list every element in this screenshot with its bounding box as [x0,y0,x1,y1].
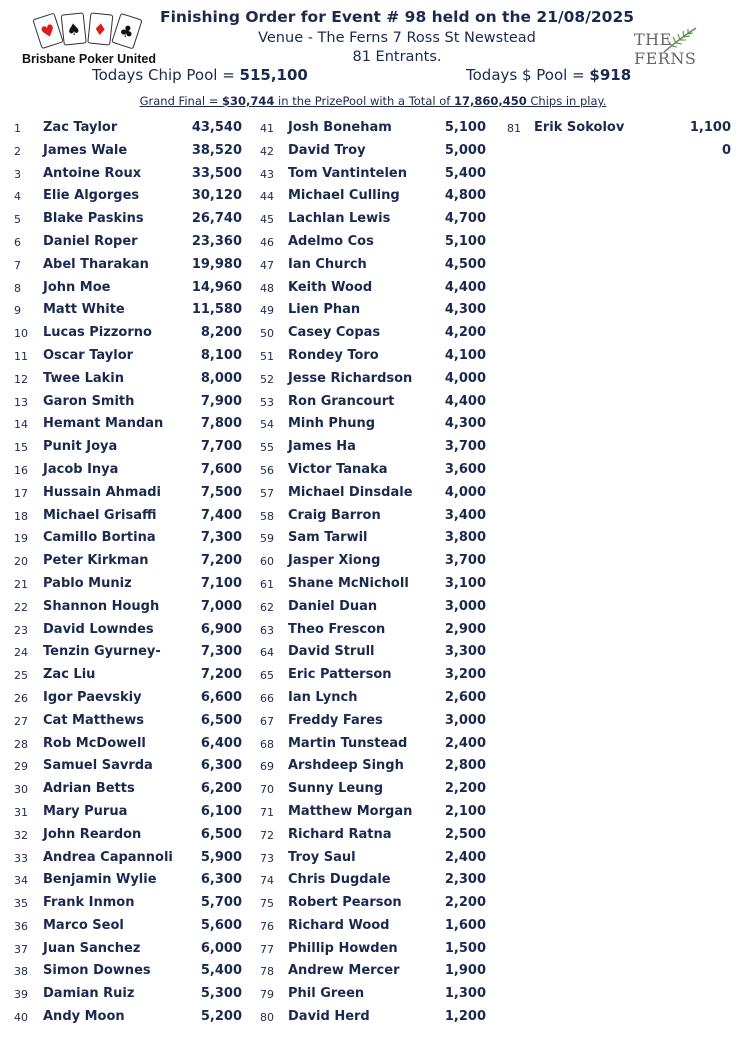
player-name: Jesse Richardson [288,370,413,386]
finish-position: 39 [14,988,28,1002]
player-name: Chris Dugdale [288,872,391,888]
finish-position: 13 [14,395,28,409]
finish-position: 43 [260,167,274,181]
grand-final-prefix: Grand Final = [139,94,223,108]
chip-count: 8,100 [200,347,242,363]
player-name: Tom Vantintelen [288,165,408,181]
player-name: Samuel Savrda [43,758,153,774]
chip-count: 7,300 [200,530,242,546]
svg-text:♠: ♠ [65,19,82,40]
player-name: Shannon Hough [43,598,160,614]
finish-position: 21 [14,577,28,591]
player-name: Hussain Ahmadi [43,484,162,500]
grand-final-suffix: Chips in play. [526,94,607,108]
finish-position: 64 [260,646,274,660]
chip-count: 7,500 [200,484,242,500]
chip-count: 2,200 [444,781,486,797]
finish-position: 57 [260,486,274,500]
player-name: Erik Sokolov [534,120,625,135]
chip-count: 2,600 [444,689,486,705]
finish-position: 55 [260,441,274,455]
chip-count: 2,400 [444,735,486,751]
player-name: Arshdeep Singh [288,758,404,774]
player-name: Elie Algorges [43,188,140,204]
player-name: Camillo Bortina [43,530,156,546]
finish-position: 74 [260,874,274,888]
player-name: Marco Seol [43,917,124,933]
chip-count: 3,400 [444,507,486,523]
chip-count: 1,300 [444,986,486,1002]
player-name: Eric Patterson [288,667,392,683]
chip-count: 5,100 [444,120,486,135]
player-name: James Wale [43,142,128,158]
finish-position: 7 [14,258,21,272]
finish-position: 8 [14,281,21,295]
chip-count: 7,000 [200,598,242,614]
finish-position: 10 [14,327,28,341]
chip-count: 5,300 [200,986,242,1002]
dollar-pool-value: $918 [589,66,632,84]
chip-count: 4,300 [444,302,486,318]
chip-count: 4,400 [444,279,486,295]
chip-count: 7,900 [200,393,242,409]
finish-position: 51 [260,349,274,363]
chip-count: 2,900 [444,621,486,637]
player-name: David Lowndes [43,621,154,637]
finish-position: 76 [260,919,274,933]
player-name: Phillip Howden [288,940,398,956]
finish-position: 33 [14,851,28,865]
chip-count: 6,600 [200,689,242,705]
player-name: Pablo Muniz [43,575,132,591]
finish-position: 35 [14,897,28,911]
chip-count: 33,500 [191,165,242,181]
player-name: Oscar Taylor [43,347,134,363]
chip-count: 4,000 [444,484,486,500]
player-name: Punit Joya [43,439,118,455]
chip-count: 5,200 [200,1009,242,1025]
finish-position: 46 [260,235,274,249]
finish-position: 42 [260,144,274,158]
finish-position: 22 [14,600,28,614]
player-name: Keith Wood [288,279,373,295]
player-name: Martin Tunstead [288,735,408,751]
chip-count: 5,100 [444,233,486,249]
finish-position: 77 [260,942,274,956]
page-title: Finishing Order for Event # 98 held on the 21/08/2025 [159,8,635,26]
player-name: Juan Sanchez [43,940,141,956]
chip-count: 7,200 [200,667,242,683]
chip-count: 1,200 [444,1009,486,1025]
chip-count: 5,000 [444,142,486,158]
player-name: Rob McDowell [43,735,146,751]
finish-position: 44 [260,190,274,204]
finish-position: 59 [260,532,274,546]
player-name: Garon Smith [43,393,135,409]
player-name: Richard Ratna [288,826,392,842]
chip-count: 6,300 [200,758,242,774]
chip-count: 4,700 [444,211,486,227]
player-name: Blake Paskins [43,211,144,227]
player-name: Mary Purua [43,803,128,819]
player-name: Josh Boneham [288,120,392,135]
player-name: Benjamin Wylie [43,872,157,888]
player-name: John Moe [43,279,111,295]
chip-count: 5,400 [200,963,242,979]
ferns-logo-text: THE FERNS [634,30,697,68]
finish-position: 37 [14,942,28,956]
finish-position: 20 [14,555,28,569]
chip-count: 3,200 [444,667,486,683]
player-name: Adrian Betts [43,781,135,797]
chip-count: 1,500 [444,940,486,956]
finish-position: 26 [14,691,28,705]
player-name: Zac Liu [43,667,96,683]
finish-position: 53 [260,395,274,409]
player-name: Michael Grisaffi [43,507,157,523]
chip-count: 7,200 [200,553,242,569]
chip-count: 4,400 [444,393,486,409]
player-name: Phil Green [288,986,365,1002]
player-name: Daniel Roper [43,233,138,249]
finish-position: 41 [260,122,274,135]
player-name: Ian Lynch [288,689,358,705]
chip-count: 11,580 [191,302,242,318]
player-name: Frank Inmon [43,895,135,911]
finish-position: 38 [14,965,28,979]
finish-position: 14 [14,418,28,432]
finish-position: 16 [14,463,28,477]
player-name: Minh Phung [288,416,376,432]
finish-position: 72 [260,828,274,842]
venue-line: Venue - The Ferns 7 Ross St Newstead [258,30,536,46]
finish-position: 40 [14,1011,28,1025]
player-name: Jasper Xiong [288,553,381,569]
finish-position: 6 [14,235,21,249]
svg-text:♦: ♦ [92,19,109,40]
player-name: Igor Paevskiy [43,689,142,705]
chip-count: 3,700 [444,439,486,455]
finish-position: 31 [14,805,28,819]
chip-count: 38,520 [191,142,242,158]
finish-position: 1 [14,122,21,135]
finish-position: 60 [260,555,274,569]
finish-position: 52 [260,372,274,386]
finish-position: 67 [260,714,274,728]
player-name: Andrea Capannoli [43,849,173,865]
chip-count: 0 [721,142,731,158]
chip-count: 2,200 [444,895,486,911]
finish-position: 75 [260,897,274,911]
chip-count: 3,000 [444,598,486,614]
player-name: Hemant Mandan [43,416,164,432]
player-name: David Strull [288,644,375,660]
player-name: Richard Wood [288,917,390,933]
player-name: Theo Frescon [288,621,386,637]
chip-count: 3,100 [444,575,486,591]
chip-count: 4,100 [444,347,486,363]
player-name: Rondey Toro [288,347,379,363]
player-name: Lucas Pizzorno [43,325,152,341]
finish-position: 5 [14,213,21,227]
grand-final-middle: in the PrizePool with a Total of [274,94,454,108]
chip-count: 4,500 [444,256,486,272]
chip-count: 5,400 [444,165,486,181]
chip-count: 6,300 [200,872,242,888]
chip-count: 43,540 [191,120,242,135]
chip-count: 7,300 [200,644,242,660]
player-name: Matt White [43,302,125,318]
finish-position: 63 [260,623,274,637]
chip-count: 5,900 [200,849,242,865]
finish-position: 18 [14,509,28,523]
finish-position: 24 [14,646,28,660]
finish-position: 4 [14,190,21,204]
chip-count: 6,500 [200,826,242,842]
player-name: Twee Lakin [43,370,125,386]
player-name: Sunny Leung [288,781,384,797]
chip-count: 3,600 [444,461,486,477]
player-name: James Ha [288,439,356,455]
player-name: Simon Downes [43,963,151,979]
chip-count: 1,600 [444,917,486,933]
finish-position: 48 [260,281,274,295]
player-name: Abel Tharakan [43,256,149,272]
chip-count: 7,600 [200,461,242,477]
finish-position: 68 [260,737,274,751]
player-name: David Troy [288,142,366,158]
player-name: Tenzin Gyurney- [43,644,161,660]
finish-position: 29 [14,760,28,774]
finish-position: 81 [507,122,521,135]
finish-position: 78 [260,965,274,979]
player-name: Sam Tarwil [288,530,368,546]
finish-position: 45 [260,213,274,227]
chip-count: 4,800 [444,188,486,204]
chip-count: 3,700 [444,553,486,569]
chip-count: 8,000 [200,370,242,386]
finish-position: 61 [260,577,274,591]
player-name: Zac Taylor [43,120,118,135]
player-name: Troy Saul [288,849,356,865]
logo-brand-text: Brisbane Poker United [21,52,157,66]
chip-count: 23,360 [191,233,242,249]
player-name: Robert Pearson [288,895,402,911]
chip-count: 14,960 [191,279,242,295]
player-name: Michael Dinsdale [288,484,413,500]
grand-final-amount: $30,744 [222,94,275,108]
dollar-pool-label: Todays $ Pool = [466,66,590,84]
player-name: Lien Phan [288,302,361,318]
player-name: Freddy Fares [288,712,383,728]
finish-position: 11 [14,349,28,363]
entrants-count: 81 Entrants. [352,49,442,65]
player-name: Jacob Inya [43,461,119,477]
player-name: Cat Matthews [43,712,145,728]
finish-position: 25 [14,669,28,683]
player-name: Lachlan Lewis [288,211,391,227]
finish-position: 70 [260,783,274,797]
player-name: Ron Grancourt [288,393,395,409]
chip-count: 6,500 [200,712,242,728]
player-name: Victor Tanaka [288,461,388,477]
player-name: David Herd [288,1009,370,1025]
player-name: Casey Copas [288,325,381,341]
finish-position: 79 [260,988,274,1002]
svg-text:♥: ♥ [38,20,58,43]
finish-position: 9 [14,304,21,318]
finish-position: 54 [260,418,274,432]
finish-position: 36 [14,919,28,933]
finish-position: 58 [260,509,274,523]
chip-count: 3,300 [444,644,486,660]
finish-position: 65 [260,669,274,683]
player-name: Craig Barron [288,507,381,523]
grand-final-line [0,94,746,108]
chip-count: 3,000 [444,712,486,728]
chip-count: 1,900 [444,963,486,979]
player-name: Andrew Mercer [288,963,400,979]
grand-final-chips: 17,860,450 [453,94,527,108]
finish-position: 17 [14,486,28,500]
finish-position: 23 [14,623,28,637]
chip-count: 3,800 [444,530,486,546]
chip-count: 19,980 [191,256,242,272]
player-name: Michael Culling [288,188,400,204]
chip-count: 6,900 [200,621,242,637]
chip-count: 6,000 [200,940,242,956]
player-name: Daniel Duan [288,598,378,614]
player-name: Shane McNicholl [288,575,409,591]
player-name: John Reardon [43,826,142,842]
player-name: Adelmo Cos [288,233,374,249]
player-name: Antoine Roux [43,165,142,181]
finish-position: 56 [260,463,274,477]
player-name: Peter Kirkman [43,553,149,569]
chip-count: 7,100 [200,575,242,591]
finish-position: 80 [260,1011,274,1025]
chip-count: 2,800 [444,758,486,774]
chip-count: 5,700 [200,895,242,911]
chip-count: 1,100 [689,120,731,135]
chip-count: 26,740 [191,211,242,227]
finish-position: 2 [14,144,21,158]
chip-count: 2,400 [444,849,486,865]
svg-text:♣: ♣ [117,20,137,43]
player-name: Andy Moon [43,1009,125,1025]
chip-count: 6,100 [200,803,242,819]
finish-position: 3 [14,167,21,181]
finish-position: 12 [14,372,28,386]
chip-count: 4,000 [444,370,486,386]
chip-count: 6,200 [200,781,242,797]
finish-position: 69 [260,760,274,774]
chip-count: 7,800 [200,416,242,432]
chip-count: 8,200 [200,325,242,341]
finish-position: 15 [14,441,28,455]
player-name: Matthew Morgan [288,803,413,819]
finish-position: 19 [14,532,28,546]
finish-position: 71 [260,805,274,819]
finish-position: 34 [14,874,28,888]
finish-position: 62 [260,600,274,614]
finish-position: 30 [14,783,28,797]
chip-pool-label: Todays Chip Pool = [92,66,240,84]
chip-count: 2,500 [444,826,486,842]
finish-position: 27 [14,714,28,728]
player-name: Damian Ruiz [43,986,135,1002]
chip-count: 2,300 [444,872,486,888]
chip-count: 4,200 [444,325,486,341]
chip-count: 7,400 [200,507,242,523]
dollar-pool [466,66,631,84]
chip-count: 2,100 [444,803,486,819]
finish-position: 49 [260,304,274,318]
finish-position: 47 [260,258,274,272]
chip-count: 6,400 [200,735,242,751]
finish-position: 28 [14,737,28,751]
finish-position: 73 [260,851,274,865]
chip-count: 7,700 [200,439,242,455]
finish-position: 66 [260,691,274,705]
chip-count: 4,300 [444,416,486,432]
player-name: Ian Church [288,256,367,272]
chip-count: 5,600 [200,917,242,933]
chip-pool-value: 515,100 [239,66,308,84]
finish-position: 32 [14,828,28,842]
finish-position: 50 [260,327,274,341]
chip-count: 30,120 [191,188,242,204]
chip-pool [92,66,308,84]
